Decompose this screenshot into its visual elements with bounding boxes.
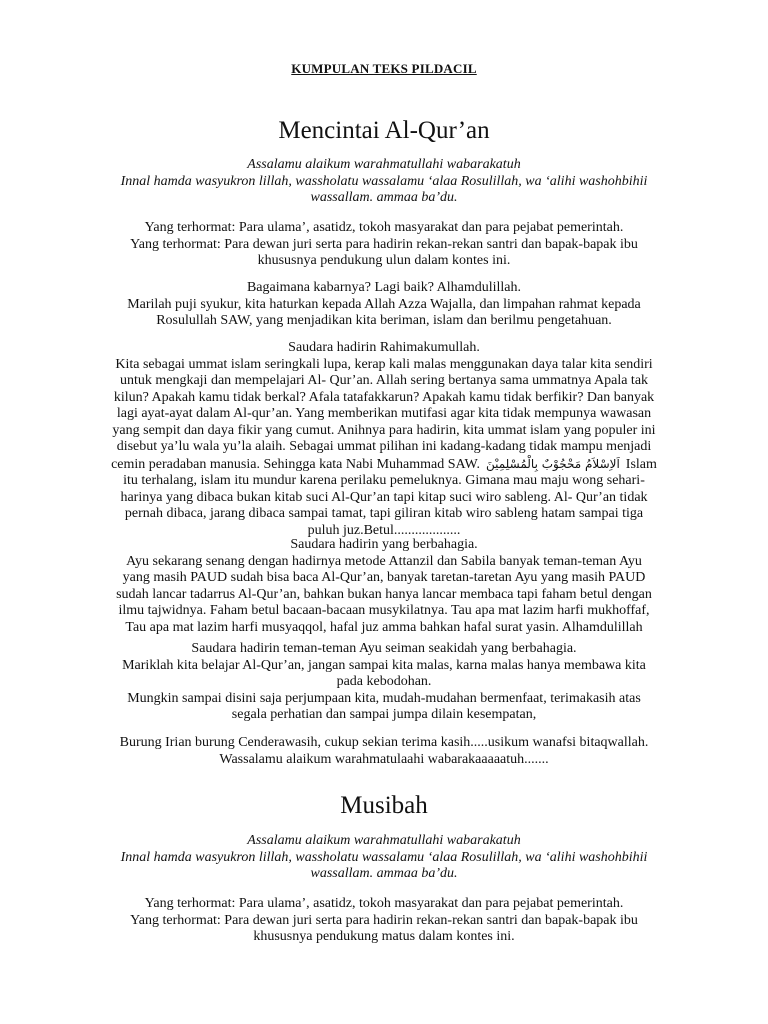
- text-line: Innal hamda wasyukron lillah, wassholatu wassalamu ‘alaa Rosulillah, wa ‘alihi washohbihii: [120, 849, 648, 865]
- text-line: Saudara hadirin teman-teman Ayu seiman seakidah yang berbahagia.: [191, 641, 577, 656]
- document-heading: KUMPULAN TEKS PILDACIL: [291, 61, 477, 76]
- section-title-musibah: Musibah: [340, 792, 428, 819]
- text-line: puluh juz.Betul...................: [307, 522, 461, 538]
- text-line: Mariklah kita belajar Al-Qur’an, jangan sampai kita malas, karna malas hanya membawa kita: [122, 657, 646, 673]
- greeting-paragraph: [100, 220, 668, 270]
- closing-paragraph: [100, 735, 668, 768]
- arabic-hadith: اَلاِسْلاَمُ مَحْجُوْبٌ بِالْمُسْلِمِيْنَ: [485, 456, 620, 471]
- text-line: Yang terhormat: Para ulama’, asatidz, tokoh masyarakat dan para pejabat pemerintah.: [144, 896, 624, 911]
- body-paragraph-3: [100, 641, 668, 724]
- text-line: Mungkin sampai disini saja perjumpaan kita, mudah-mudahan bermenfaat, terimakasih atas: [127, 690, 641, 706]
- text-line: itu terhalang, islam itu mundur karena perilaku pemeluknya. Gimana mau maju wong sehari-: [123, 473, 645, 488]
- text-line: yang masih PAUD sudah bisa baca Al-Qur’an, banyak taretan-taretan Ayu yang masih PAUD: [122, 570, 646, 585]
- text-line: disebut ya’lu wala yu’la alaih. Sebagai ummat pilihan ini kadang-kadang tidak mampu menjadi: [116, 439, 652, 454]
- body-paragraph-1: [100, 340, 668, 539]
- text-line: pada kebodohan.: [336, 674, 432, 689]
- text-line: pernah dibaca, jarang dibaca sampai tamat, tapi giliran kitab wiro sableng hatam sampai tiga: [124, 506, 644, 521]
- salam-paragraph: [100, 833, 668, 883]
- text-line: untuk mengkaji dan mempelajari Al- Qur’an. Allah sering bertanya sama ummatnya Apala tak: [119, 373, 649, 388]
- text-line: Burung Irian burung Cenderawasih, cukup sekian terima kasih.....usikum wanafsi bitaqwallah.: [119, 735, 649, 750]
- text-line: Yang terhormat: Para dewan juri serta para hadirin rekan-rekan santri dan bapak-bapak ibu: [130, 236, 638, 252]
- text-line: wassallam. ammaa ba’du.: [310, 190, 458, 205]
- text-line: yang sempit dan daya fikir yang cumut. Anihnya para hadirin, kita ummat islam yang populer ini: [112, 422, 656, 438]
- greeting-paragraph: [100, 896, 668, 946]
- text-line: Assalamu alaikum warahmatullahi wabarakatuh: [247, 157, 521, 172]
- text-line: ilmu tajwidnya. Faham betul bacaan-bacaan musykilatnya. Tau apa mat lazim harfi mukhoffaf,: [118, 603, 650, 618]
- opening-paragraph: [100, 280, 668, 330]
- salam-paragraph: [100, 157, 668, 207]
- text-line: Kita sebagai ummat islam seringkali lupa, kerap kali malas menggunakan daya talar kita sendiri: [115, 356, 653, 372]
- section-title-mencintai: Mencintai Al-Qur’an: [278, 117, 490, 144]
- text-line: Saudara hadirin yang berbahagia.: [290, 537, 478, 552]
- text-line: Wassalamu alaikum warahmatulaahi wabarakaaaaatuh.......: [219, 751, 549, 767]
- text-line: Yang terhormat: Para ulama’, asatidz, tokoh masyarakat dan para pejabat pemerintah.: [144, 220, 624, 235]
- text-line: Bagaimana kabarnya? Lagi baik? Alhamdulillah.: [246, 280, 522, 295]
- text-line: Rosulullah SAW, yang menjadikan kita beriman, islam dan berilmu pengetahuan.: [156, 313, 612, 328]
- text-line: khususnya pendukung matus dalam kontes ini.: [253, 929, 515, 944]
- text-line: lagi ayat-ayat dalam Al-qur’an. Yang memberikan mutifasi agar kita tidak mempunya wawasan: [116, 406, 652, 421]
- text-line: Tau apa mat lazim harfi musyaqqol, hafal juz amma bahkan hafal surat yasin. Alhamdulillah: [125, 619, 643, 635]
- text-line: khususnya pendukung ulun dalam kontes ini.: [257, 253, 511, 268]
- text-line: harinya yang dibaca bukan kitab suci Al-Qur’an tapi kitap suci wiro sableng. Al- Qur’an tidak: [120, 489, 648, 505]
- text-line: wassallam. ammaa ba’du.: [310, 866, 458, 881]
- text-line: Assalamu alaikum warahmatullahi wabarakatuh: [247, 833, 521, 848]
- text-line: Innal hamda wasyukron lillah, wassholatu wassalamu ‘alaa Rosulillah, wa ‘alihi washohbihii: [120, 173, 648, 189]
- text-line: Ayu sekarang senang dengan hadirnya metode Attanzil dan Sabila banyak teman-teman Ayu: [126, 553, 642, 569]
- text-span: cemin peradaban manusia. Sehingga kata Nabi Muhammad SAW.: [111, 456, 480, 472]
- text-line: segala perhatian dan sampai jumpa dilain kesempatan,: [231, 707, 537, 722]
- hadith-line: [100, 456, 668, 474]
- text-line: Yang terhormat: Para dewan juri serta para hadirin rekan-rekan santri dan bapak-bapak ibu: [130, 912, 638, 928]
- text-line: Saudara hadirin Rahimakumullah.: [288, 340, 480, 355]
- text-line: kilun? Apakah kamu tidak berkal? Afala tatafakkarun? Apakah kamu tidak berfikir? Dan banyak: [113, 389, 655, 405]
- text-line: Marilah puji syukur, kita haturkan kepada Allah Azza Wajalla, dan limpahan rahmat kepada: [127, 296, 641, 312]
- text-line: sudah lancar tadarrus Al-Qur’an, bahkan bukan hanya lancar membaca tapi faham betul dengan: [116, 586, 652, 602]
- body-paragraph-2: [100, 537, 668, 636]
- text-span: Islam: [625, 456, 657, 472]
